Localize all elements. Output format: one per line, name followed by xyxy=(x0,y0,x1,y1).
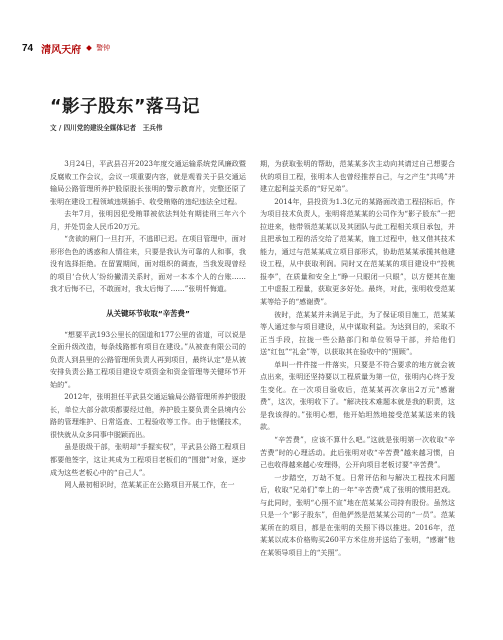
page-header xyxy=(22,40,481,56)
left-column xyxy=(50,158,246,492)
article-byline: 文 / 四川党的建设全媒体记者 王兵伟 xyxy=(50,124,163,132)
column-name: 警钟 xyxy=(96,45,111,52)
paragraph: 去年7月，张明因犯受贿罪被依法判处有期徒刑三年六个月，并处罚金人民币20万元。 xyxy=(50,209,246,231)
paragraph: 虽是股级干部，张明却“手握实权”，平武县公路工程项目都要他签字，这让其成为工程项目老板们的“围猎”对象，逐步成为这些老板心中的“自己人”。 xyxy=(50,442,246,477)
section-heading: 从关键环节收取“辛苦费” xyxy=(106,309,190,319)
diamond-icon xyxy=(86,45,92,51)
magazine-name: 清风天府 xyxy=(41,44,82,56)
page-number: 74 xyxy=(22,42,34,54)
paragraph: 一步踏空，万劫不复。日常评估和与解决工程技术问题后，收取“兄弟们”奉上的一年“辛苦费”成了张明的惯用把戏。与此同时，张明“心照不宣”地在范某某公司持有股份。虽然这只是一个“影子股东”，但他俨然是范某某公司的“一员”。范某某所在的项目，都是在张明的关照下得以推进。2016年，范某某以成本价格购买260平方米住房并送给了张明，“感谢”他在某领导项目上的“关照”。 xyxy=(260,472,455,557)
paragraph: 2012年，张明担任平武县交通运输局公路管理所养护股股长，单位大部分款项都要经过他，养护股主要负责全县境内公路的管理维护、日常巡查、工程验收等工作。由于他懂技术，很快就从众多同事中脱颖而出。 xyxy=(50,392,246,439)
right-column xyxy=(260,158,455,560)
article-title: “影子股东”落马记 xyxy=(50,97,201,117)
paragraph: 3月24日，平武县召开2023年度交通运输系统党风廉政暨反腐败工作会议，会议一项重要内容，就是观看关于县交通运输局公路管理所养护股原股长张明的警示教育片，完整还原了张明在建设工程领域违规插手、收受贿赂的违纪违法全过程。 xyxy=(50,159,246,206)
paragraph: “想要平武193公里长的国道和177公里的省道，可以说是全面升级改造，每条线路都有项目在建设。”从被查有限公司的负责人到县里的公路管理所负责人再到项目，最终认定“是从被安排负责公路工程项目建设专项资金和资金管理等关键环节开始的”。 xyxy=(50,329,246,389)
paragraph: 网人最初相识时，范某某正在公路项目开展工作，在一 xyxy=(64,480,235,490)
paragraph: 2014年，县投资为1.3亿元的某路面改造工程招标后，作为项目技术负责人，张明将范某某的公司作为“影子股东”一把拉进来，他带领范某某以及其团队与此工程相关项目承包，并且把承包工程的活交给了范某某，施工过程中，他又借其技术能力，通过与范某某成立项目部形式，协助范某某承揽其他建设工程，从中获取利润。同时又在范某某的项目建设中“投桃报李”，在质量和安全上“睁一只眼闭一只眼”，以方便其在施工中虚报工程量，获取更多好处。最终，对此，张明收受范某某等给予的“感谢费”。 xyxy=(260,196,455,307)
paragraph: 单叫一件件接一件落实，只要是不符合要求的地方就会被点出来，张明还坚持要以工程质量为第一位，张明内心终于发生变化。在一次项目验收后，范某某再次拿出2万元“感谢费”，这次，张明收下了。“解决技术难题本就是我的职责，这是我该得的。”张明心想，他开始坦然地接受范某某送来的钱款。 xyxy=(260,359,455,432)
paragraph-continued: 期，为获取张明的帮助，范某某多次主动向其请过自己想要合伙的项目工程，张明本人也曾经推荐自己，与之产生“共鸣”并建立起利益关系的“好兄弟”。 xyxy=(260,159,455,194)
paragraph: 彼时，范某某并未满足于此，为了保证项目施工，范某某等人通过参与项目建设，从中谋取利益。为达到目的，采取不正当手段，拉拢一些公路部门和单位领导干部，并给他们送“红包”“礼金”等，以获取其在验收中的“照顾”。 xyxy=(260,309,455,357)
paragraph: “辛苦费”，应该不算什么吧。”这就是张明第一次收取“辛苦费”时的心理活动。此后张明对收“辛苦费”越来越习惯，自己也收得越来越心安理得，公开向项目老板讨要“辛苦费”。 xyxy=(260,435,455,470)
paragraph: “贪欲的闸门一旦打开，不逃即已迟。在项目管理中，面对形形色色的诱惑和人情往来，只要是我认为可靠的人和事，我没有选择拒绝。在留置期间，面对组织的调查，当我发现曾经的项目‘合伙人’纷纷撇清关系时，面对一本本个人的台账……我才后悔不已，不敢面对，我太后悔了……”张明忏悔道。 xyxy=(50,234,246,294)
